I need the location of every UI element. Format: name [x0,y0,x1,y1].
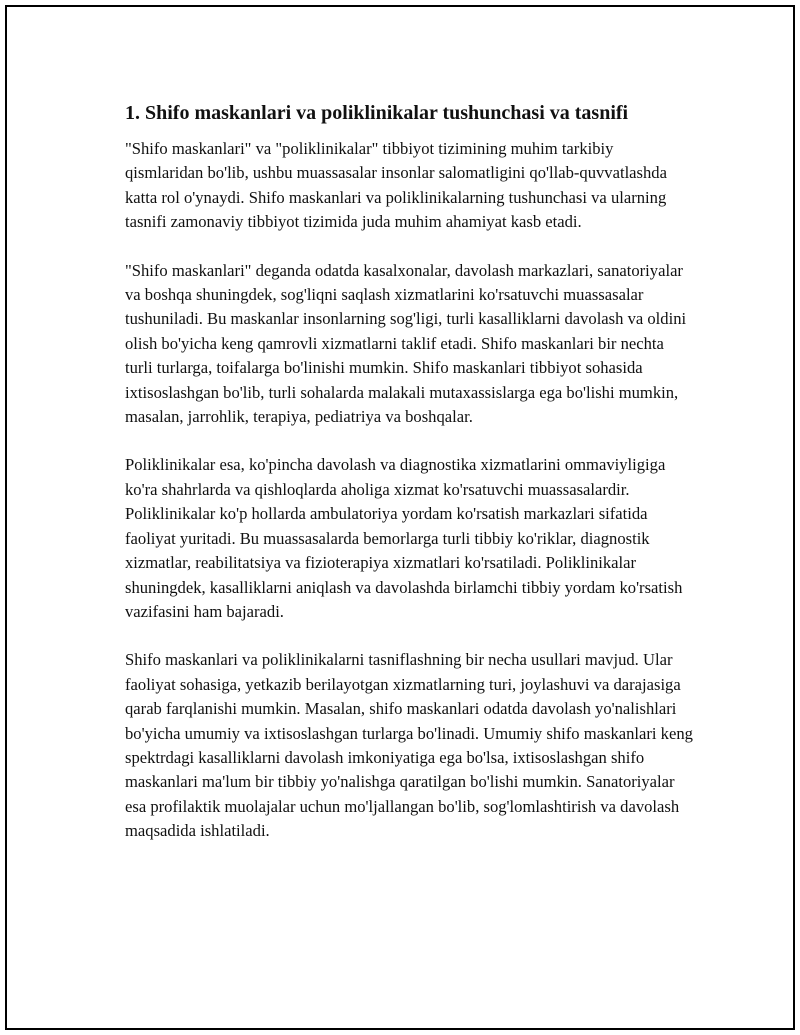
document-body [125,99,693,868]
paragraph-2: "Shifo maskanlari" deganda odatda kasalxonalar, davolash markazlari, sanatoriyalar va boshqa shuningdek, sog'liqni saqlash xizmatlarini ko'rsatuvchi muassasalar tushuniladi. Bu maskanlar insonlarning sog'ligi, turli kasalliklarni davolash va oldini olish bo'yicha keng qamrovli xizmatlarni taklif etadi. Shifo maskanlari bir nechta turli turlarga, toifalarga bo'linishi mumkin. Shifo maskanlari tibbiyot sohasida ixtisoslashgan bo'lib, turli sohalarda malakali mutaxassislarga ega bo'lishi mumkin, masalan, jarrohlik, terapiya, pediatriya va boshqalar. [125,260,687,427]
page-frame [5,5,795,1030]
paragraph-3: Poliklinikalar esa, ko'pincha davolash va diagnostika xizmatlarini ommaviyligiga ko'ra shahrlarda va qishloqlarda aholiga xizmat ko'rsatuvchi muassasalardir. Poliklinikalar ko'p hollarda ambulatoriya yordam ko'rsatish markazlari sifatida faoliyat yuritadi. Bu muassasalarda bemorlarga turli tibbiy ko'riklar, diagnostik xizmatlar, reabilitatsiya va fizioterapiya xizmatlari ko'rsatiladi. Poliklinikalar shuningdek, kasalliklarni aniqlash va davolashda birlamchi tibbiy yordam ko'rsatish vazifasini ham bajaradi. [125,455,683,621]
paragraph-4: Shifo maskanlari va poliklinikalarni tasniflashning bir necha usullari mavjud. Ular faoliyat sohasiga, yetkazib berilayotgan xizmatlarning turi, joylashuvi va darajasiga qarab farqlanishi mumkin. Masalan, shifo maskanlari odatda davolash yo'nalishlari bo'yicha umumiy va ixtisoslashgan turlarga bo'linadi. Umumiy shifo maskanlari keng spektrdagi kasalliklarni davolash imkoniyatiga ega bo'lsa, ixtisoslashgan shifo maskanlari ma'lum bir tibbiy yo'nalishga qaratilgan bo'lishi mumkin. Sanatoriyalar esa profilaktik muolajalar uchun mo'ljallangan bo'lib, sog'lomlashtirish va davolash maqsadida ishlatiladi. [125,650,693,841]
paragraph-1: "Shifo maskanlari" va "poliklinikalar" tibbiyot tizimining muhim tarkibiy qismlaridan bo'lib, ushbu muassasalar insonlar salomatligini qo'llab-quvvatlashda katta rol o'ynaydi. Shifo maskanlari va poliklinikalarning tushunchasi va ularning tasnifi zamonaviy tibbiyot tizimida juda muhim ahamiyat kasb etadi. [125,139,667,232]
section-heading: 1. Shifo maskanlari va poliklinikalar tushunchasi va tasnifi [125,102,629,124]
